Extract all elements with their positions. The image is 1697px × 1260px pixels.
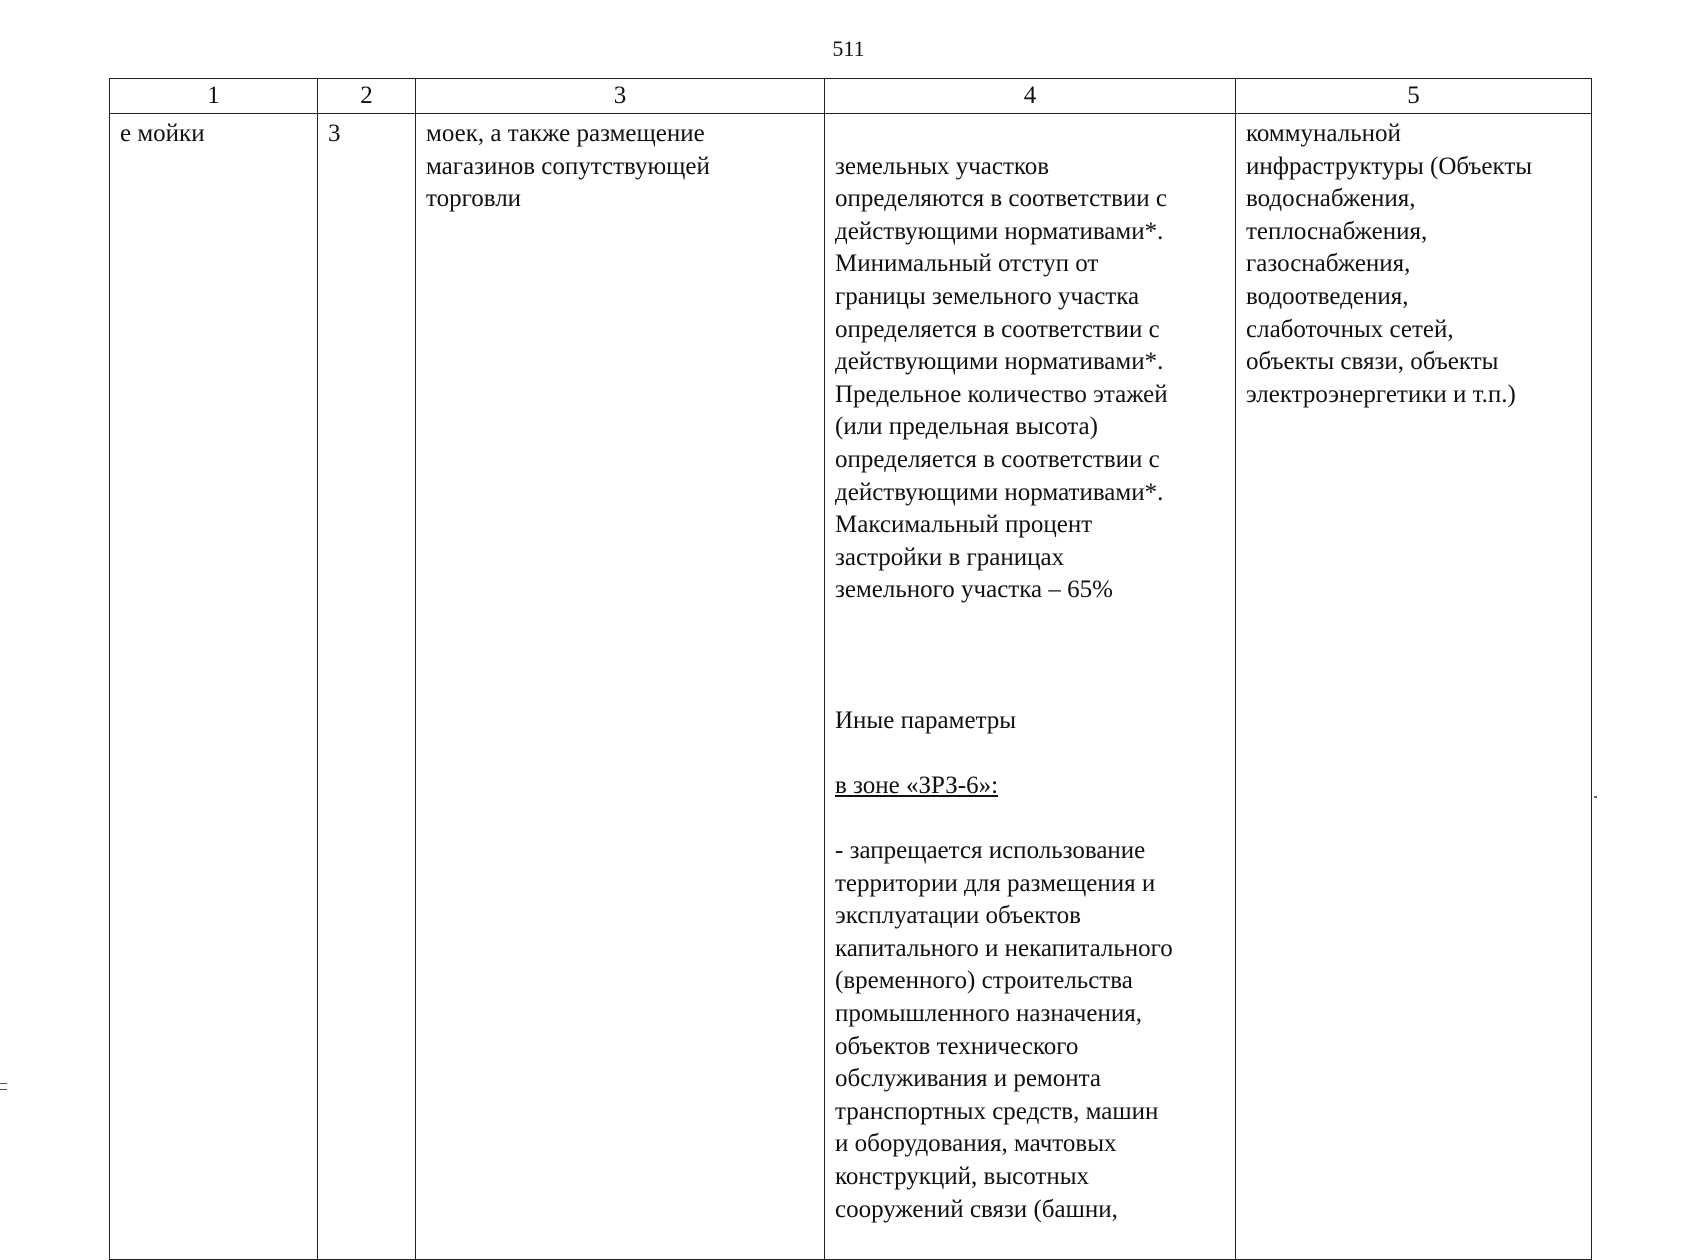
other-parameters-heading: Иные параметры [835,706,1017,734]
cell-infrastructure [1236,114,1592,1260]
paragraph-gap [835,640,1225,673]
parameters-main-text: земельных участков определяются в соответствии с действующими нормативами*. Минимальный отступ от границы земельного участка определяется в соответствии с действующими нормативами*. Предельное количество этажей (или предельная высота) определяется в соответствии с действующими нормативами*. Максимальный процент застройки в границах земельного участка – 65% [835,152,1168,604]
cell-code [318,114,416,1260]
zone-restrictions-text: - запрещается использование территории для размещения и эксплуатации объектов капитального и некапитального (временного) строительства промышленного назначения, объектов технического обслуживания и ремонта транспортных средств, машин и оборудования, мачтовых конструкций, высотных сооружений связи (башни, [835,837,1173,1223]
cell-code-text: 3 [328,120,341,147]
zone-label: в зоне «ЗРЗ-6»: [835,771,999,799]
table-row [110,114,1592,1260]
column-header-5: 5 [1236,79,1592,114]
column-header-3: 3 [416,79,825,114]
scan-speck [1594,796,1597,798]
cell-use-type-text: е мойки [120,120,205,147]
cell-parameters-content [825,114,1235,1259]
regulations-table [109,78,1592,1260]
cell-description-text: моек, а также размещение магазинов сопутствующей торговли [426,120,710,213]
page-number: 511 [832,36,865,61]
cell-description [416,114,825,1260]
cell-infrastructure-text: коммунальной инфраструктуры (Объекты водоснабжения, теплоснабжения, газоснабжения, водоотведения, слаботочных сетей, объекты связи, объекты электроэнергетики и т.п.) [1246,120,1533,408]
margin-scan-mark [0,1083,7,1090]
table-header-row [110,79,1592,114]
column-header-4: 4 [825,79,1236,114]
column-header-2: 2 [318,79,416,114]
cell-parameters [825,114,1236,1260]
cell-use-type [110,114,318,1260]
column-header-1: 1 [110,79,318,114]
